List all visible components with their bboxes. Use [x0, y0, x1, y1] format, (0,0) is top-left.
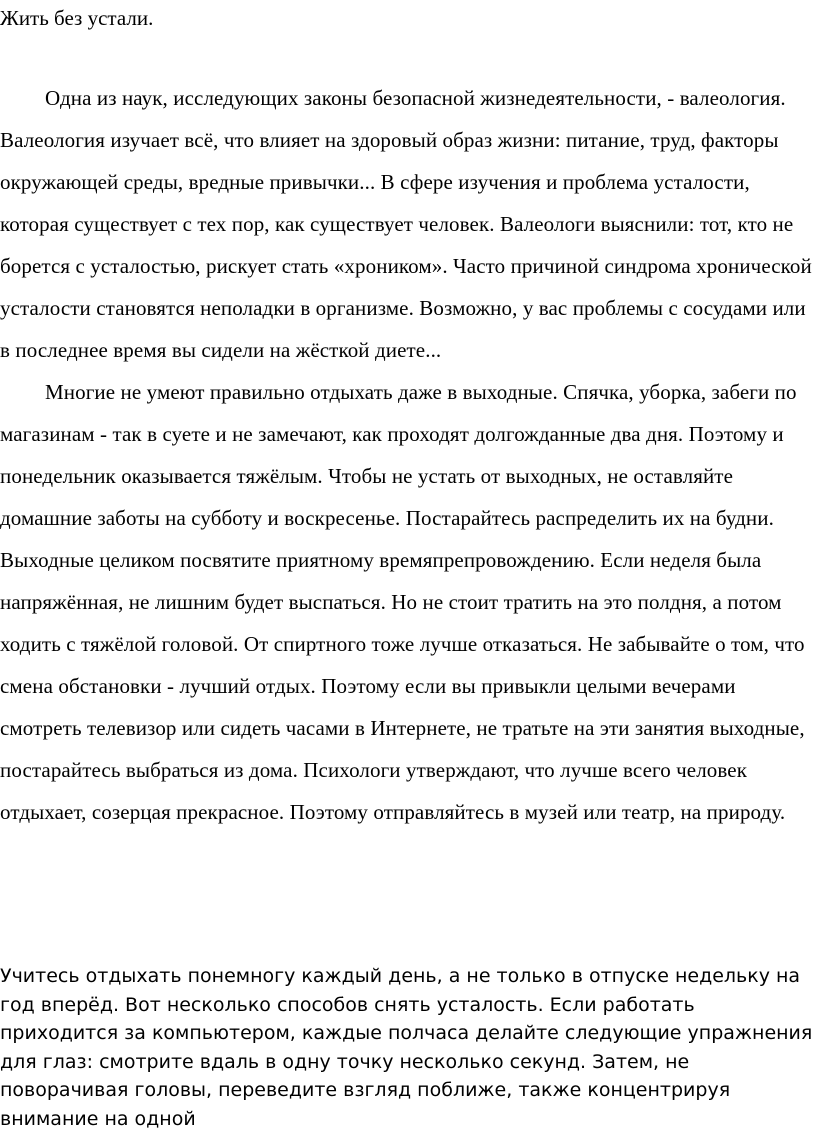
- paragraph-weekend-rest: Многие не умеют правильно отдыхать даже в выходные. Спячка, уборка, забеги по магазинам - так в суете и не замечают, как проходят долгожданные два дня. Поэтому и понедельник оказывается тяжёлым. Чтобы не устать от выходных, не оставляйте домашние заботы на субботу и воскресенье. Постарайтесь распределить их на будни. Выходные целиком посвятите приятному времяпрепровождению. Если неделя была напряжённая, не лишним будет выспаться. Но не стоит тратить на это полдня, а потом ходить с тяжёлой головой. От спиртного тоже лучше отказаться. Не забывайте о том, что смена обстановки - лучший отдых. Поэтому если вы привыкли целыми вечерами смотреть телевизор или сидеть часами в Интернете, не тратьте на эти занятия выходные, постарайтесь выбраться из дома. Психологи утверждают, что лучше всего человек отдыхает, созерцая прекрасное. Поэтому отправляйтесь в музей или театр, на природу.: [0, 380, 805, 824]
- document-title: Жить без устали.: [0, 6, 154, 30]
- document-tail-section: [0, 962, 816, 1133]
- document-body: [0, 77, 816, 833]
- paragraph-valeology: Одна из наук, исследующих законы безопасной жизнедеятельности, - валеология. Валеология изучает всё, что влияет на здоровый образ жизни: питание, труд, факторы окружающей среды, вредные привычки... В сфере изучения и проблема усталости, которая существует с тех пор, как существует человек. Валеологи выяснили: тот, кто не борется с усталостью, рискует стать «хроником». Часто причиной синдрома хронической усталости становятся неполадки в организме. Возможно, у вас проблемы с сосудами или в последнее время вы сидели на жёсткой диете...: [0, 86, 812, 362]
- paragraph-daily-rest: Учитесь отдыхать понемногу каждый день, а не только в отпуске недельку на год вперёд. Вот несколько способов снять усталость. Если работать приходится за компьютером, каждые полчаса делайте следующие упражнения для глаз: смотрите вдаль в одну точку несколько секунд. Затем, не поворачивая головы, переведите взгляд поближе, также концентрируя внимание на одной: [0, 965, 813, 1130]
